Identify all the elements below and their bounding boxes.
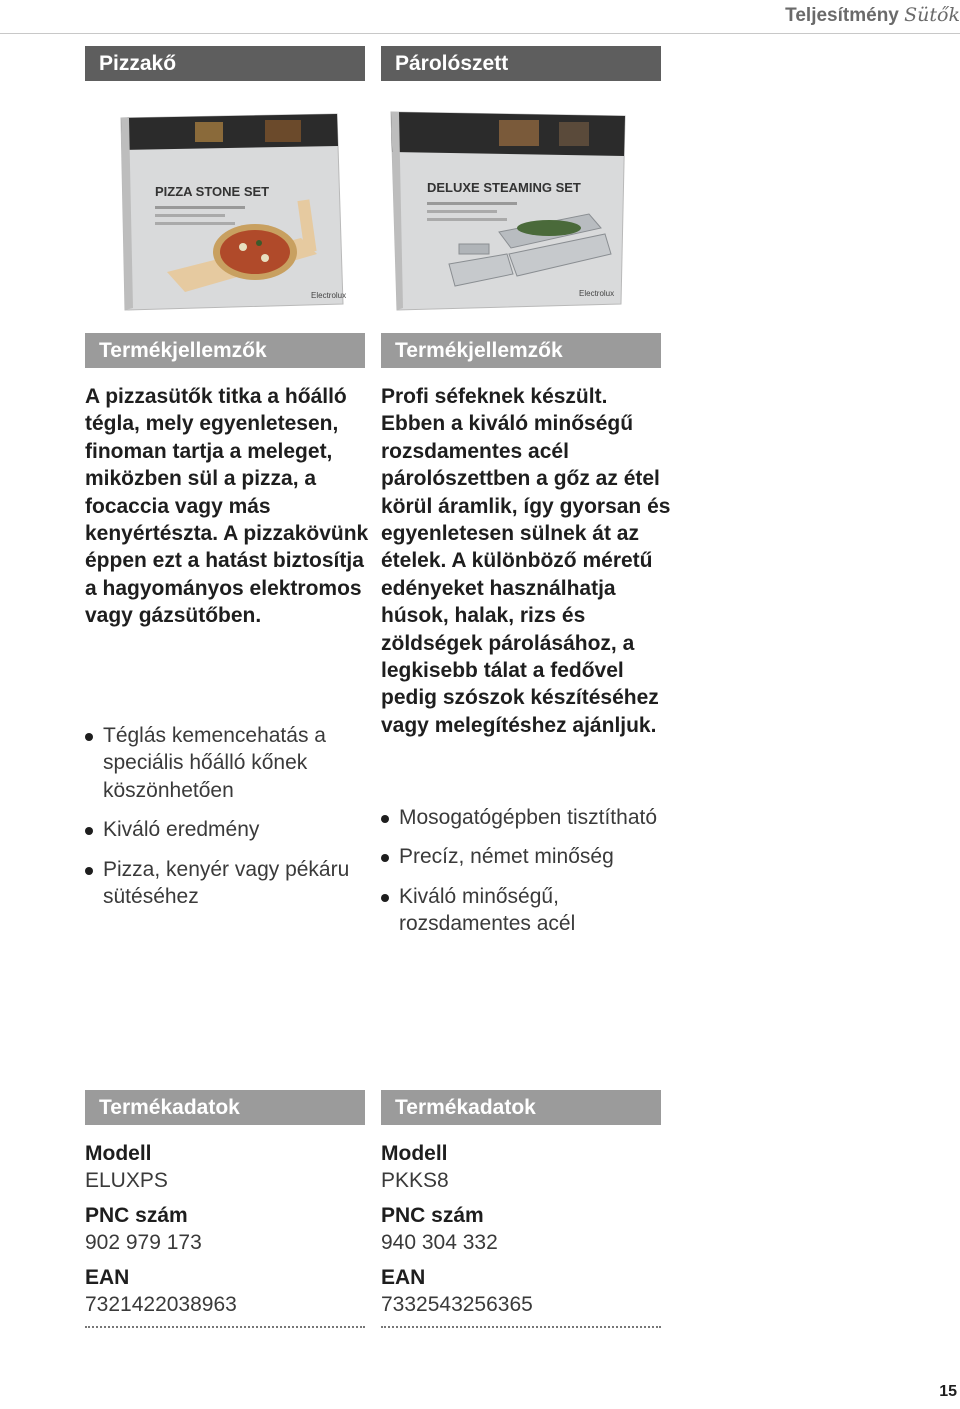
ean-value: 7321422038963 bbox=[85, 1293, 237, 1316]
steaming-set-image bbox=[389, 104, 639, 319]
pnc-label: PNC szám bbox=[381, 1204, 484, 1227]
section-title-steaming-set: Párolószett bbox=[381, 46, 661, 81]
pizza-stone-box-illustration bbox=[115, 102, 365, 317]
data-title-steaming-set: Termékadatok bbox=[381, 1090, 661, 1125]
model-label: Modell bbox=[381, 1142, 448, 1165]
ean-label: EAN bbox=[85, 1266, 130, 1289]
feature-bullet: Kiváló minőségű, rozsdamentes acél bbox=[381, 883, 671, 938]
pnc-value: 940 304 332 bbox=[381, 1231, 498, 1254]
steaming-set-product-data bbox=[381, 1140, 661, 1326]
feature-bullet: Téglás kemencehatás a speciális hőálló kőnek köszönhetően bbox=[85, 722, 375, 804]
feature-bullet: Pizza, kenyér vagy pékáru sütéséhez bbox=[85, 856, 375, 911]
page-header bbox=[785, 4, 960, 27]
product-column-steaming-set bbox=[381, 0, 671, 1409]
data-title-pizza-stone: Termékadatok bbox=[85, 1090, 365, 1125]
pnc-label: PNC szám bbox=[85, 1204, 188, 1227]
bullet-dot-icon bbox=[85, 733, 93, 741]
feature-bullet: Kiváló eredmény bbox=[85, 816, 375, 843]
header-title: Teljesítmény bbox=[785, 5, 899, 26]
pizza-stone-description: A pizzasütők titka a hőálló tégla, mely egyenletesen, finoman tartja a meleget, miközben sül a pizza, a focaccia vagy más kenyértészta. A pizzakövünk éppen ezt a hatást biztosítja a hagyományos elektromos vagy gázsütőben. bbox=[85, 385, 369, 628]
box-label-text: PIZZA STONE SET bbox=[155, 184, 270, 199]
pnc-value: 902 979 173 bbox=[85, 1231, 202, 1254]
brand-text: Electrolux bbox=[579, 289, 615, 298]
page-number: 15 bbox=[939, 1383, 957, 1400]
features-title-pizza-stone: Termékjellemzők bbox=[85, 333, 365, 368]
product-column-pizza-stone bbox=[85, 0, 369, 1409]
bullet-dot-icon bbox=[381, 854, 389, 862]
bullet-dot-icon bbox=[85, 867, 93, 875]
ean-value: 7332543256365 bbox=[381, 1293, 533, 1316]
brand-text: Electrolux bbox=[311, 291, 347, 300]
box-label-text: DELUXE STEAMING SET bbox=[427, 180, 581, 195]
model-value: PKKS8 bbox=[381, 1169, 449, 1192]
pizza-stone-product-data bbox=[85, 1140, 365, 1326]
bullet-dot-icon bbox=[85, 827, 93, 835]
model-label: Modell bbox=[85, 1142, 152, 1165]
features-title-steaming-set: Termékjellemzők bbox=[381, 333, 661, 368]
steaming-set-description: Profi séfeknek készült. Ebben a kiváló minőségű rozsdamentes acél párolószettben a gőz az étel körül áramlik, így gyorsan és egyenletesen sülnek át az ételek. A különböző méretű edényeket használhatja húsok, halak, rizs és zöldségek párolásához, a legkisebb tálat a fedővel pedig szószok készítéséhez vagy melegítéshez ajánljuk. bbox=[381, 385, 671, 737]
ean-label: EAN bbox=[381, 1266, 426, 1289]
header-subtitle: Sütők bbox=[904, 4, 960, 26]
dotted-divider bbox=[85, 1326, 365, 1328]
feature-bullet: Precíz, német minőség bbox=[381, 843, 671, 870]
feature-bullet: Mosogatógépben tisztítható bbox=[381, 804, 671, 831]
bullet-dot-icon bbox=[381, 894, 389, 902]
bullet-dot-icon bbox=[381, 815, 389, 823]
pizza-stone-feature-list bbox=[85, 722, 375, 922]
steaming-set-feature-list bbox=[381, 804, 671, 950]
model-value: ELUXPS bbox=[85, 1169, 168, 1192]
pizza-stone-set-image bbox=[115, 102, 365, 317]
section-title-pizza-stone: Pizzakő bbox=[85, 46, 365, 81]
dotted-divider bbox=[381, 1326, 661, 1328]
steaming-set-box-illustration bbox=[389, 104, 639, 319]
